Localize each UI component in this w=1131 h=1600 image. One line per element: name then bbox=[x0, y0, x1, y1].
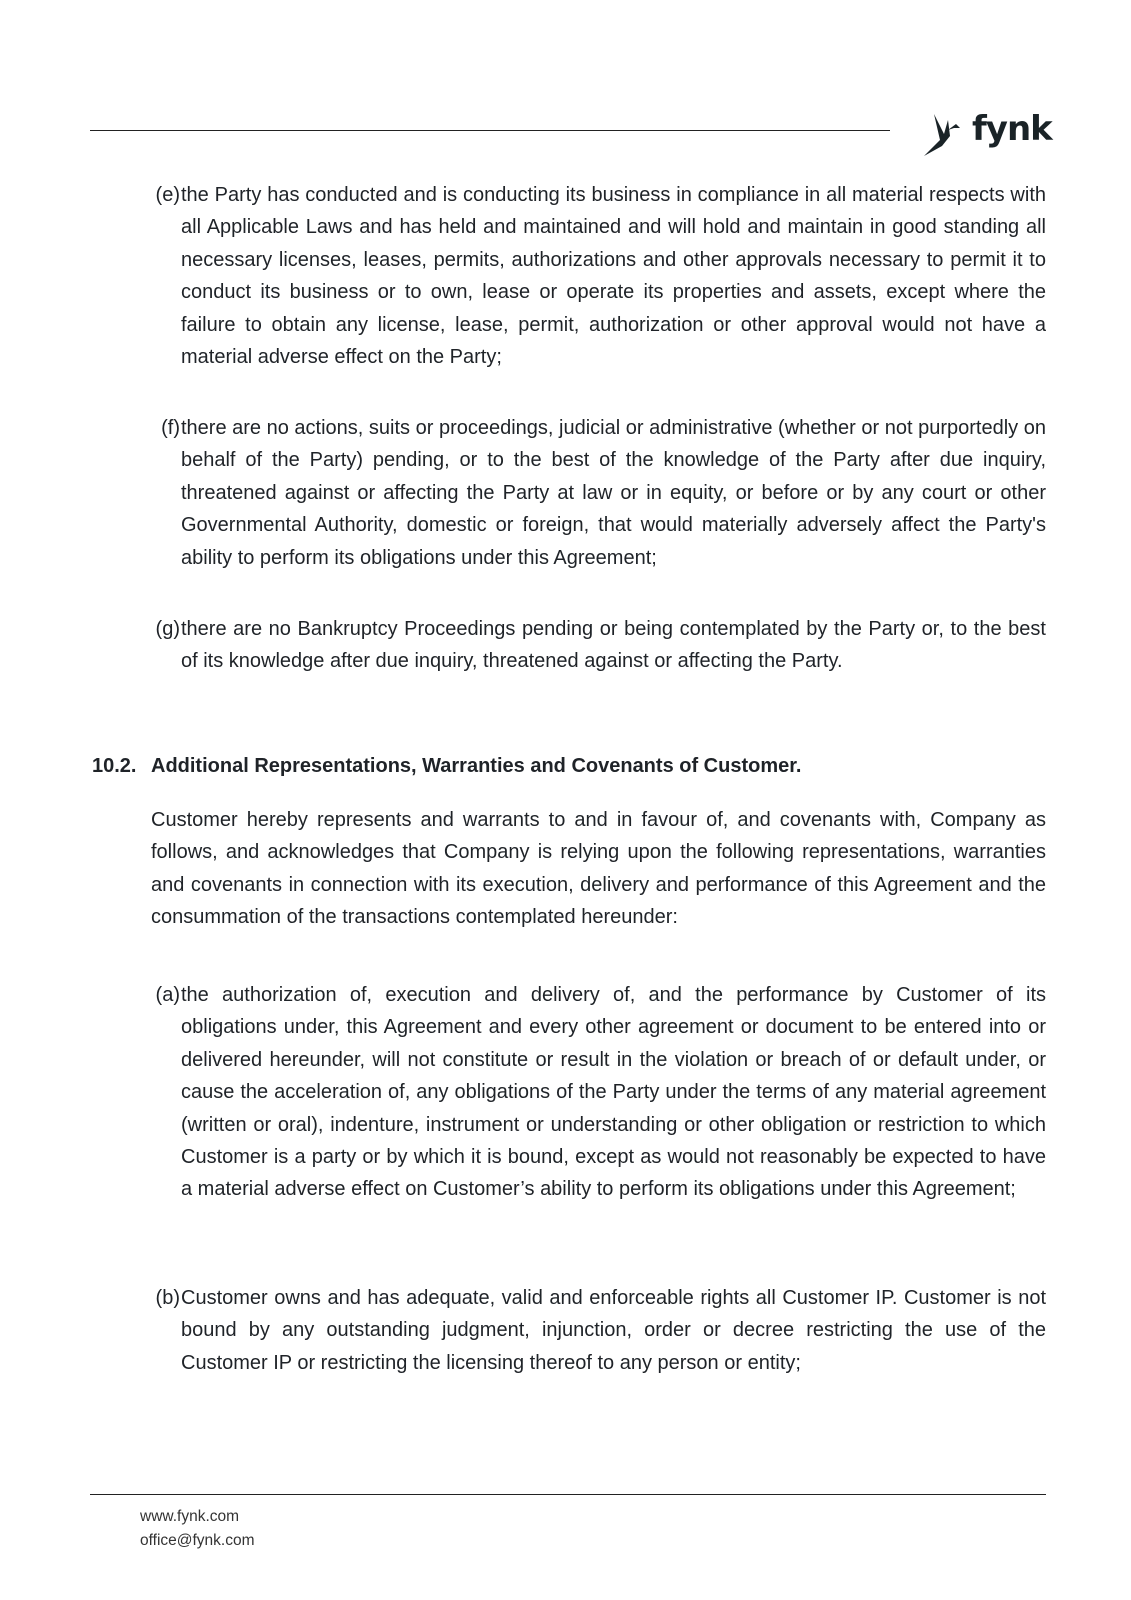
clause-f bbox=[150, 412, 1046, 574]
logo-wordmark: fynk bbox=[972, 109, 1052, 149]
clause-marker: (e) bbox=[155, 184, 180, 206]
clause-a bbox=[150, 979, 1046, 1206]
fynk-bird-icon bbox=[922, 106, 968, 158]
section-title: Additional Representations, Warranties and Covenants of Customer. bbox=[151, 755, 802, 777]
clause-text: the Party has conducted and is conducting its business in compliance in all material respects with all Applicable Laws and has held and maintained and will hold and maintain in good standing all necessary licenses, leases, permits, authorizations and other approvals necessary to permit it to conduct its business or to own, lease or operate its properties and assets, except where the failure to obtain any license, lease, permit, authorization or other approval would not have a material adverse effect on the Party; bbox=[181, 184, 1046, 369]
clause-b bbox=[150, 1282, 1046, 1379]
clause-text: Customer owns and has adequate, valid and enforceable rights all Customer IP. Customer is not bound by any outstanding judgment, injunction, order or decree restricting the use of the Customer IP or restricting the licensing thereof to any person or entity; bbox=[181, 1287, 1046, 1374]
footer-email: office@fynk.com bbox=[140, 1532, 255, 1549]
clause-e bbox=[150, 179, 1046, 373]
clause-g bbox=[150, 613, 1046, 678]
clause-text: the authorization of, execution and delivery of, and the performance by Customer of its obligations under, this Agreement and every other agreement or document to be entered into or delivered hereunder, will not constitute or result in the violation or breach of or default under, or cause the acceleration of, any obligations of the Party under the terms of any material agreement (written or oral), indenture, instrument or understanding or other obligation or restriction to which Customer is a party or by which it is bound, except as would not reasonably be expected to have a material adverse effect on Customer’s ability to perform its obligations under this Agreement; bbox=[181, 984, 1046, 1201]
clause-text: there are no actions, suits or proceedings, judicial or administrative (whether or not purportedly on behalf of the Party) pending, or to the best of the knowledge of the Party after due inquiry, threatened against or affecting the Party at law or in equity, or before or by any court or other Governmental Authority, domestic or foreign, that would materially adversely affect the Party's ability to perform its obligations under this Agreement; bbox=[181, 417, 1046, 569]
clause-marker: (g) bbox=[155, 618, 180, 640]
section-heading bbox=[92, 752, 801, 780]
clause-marker: (f) bbox=[161, 417, 180, 439]
fynk-logo bbox=[922, 104, 1052, 160]
section-number: 10.2. bbox=[92, 755, 137, 777]
header-divider bbox=[90, 130, 890, 131]
clause-marker: (b) bbox=[155, 1287, 180, 1309]
clause-marker: (a) bbox=[155, 984, 180, 1006]
footer-website: www.fynk.com bbox=[140, 1508, 240, 1525]
clause-text: there are no Bankruptcy Proceedings pending or being contemplated by the Party or, to the best of its knowledge after due inquiry, threatened against or affecting the Party. bbox=[181, 618, 1046, 673]
section-intro: Customer hereby represents and warrants to and in favour of, and covenants with, Company as follows, and acknowledges that Company is relying upon the following representations, warranties and covenants in connection with its execution, delivery and performance of this Agreement and the consummation of the transactions contemplated hereunder: bbox=[151, 809, 1046, 929]
footer-divider bbox=[90, 1494, 1046, 1495]
